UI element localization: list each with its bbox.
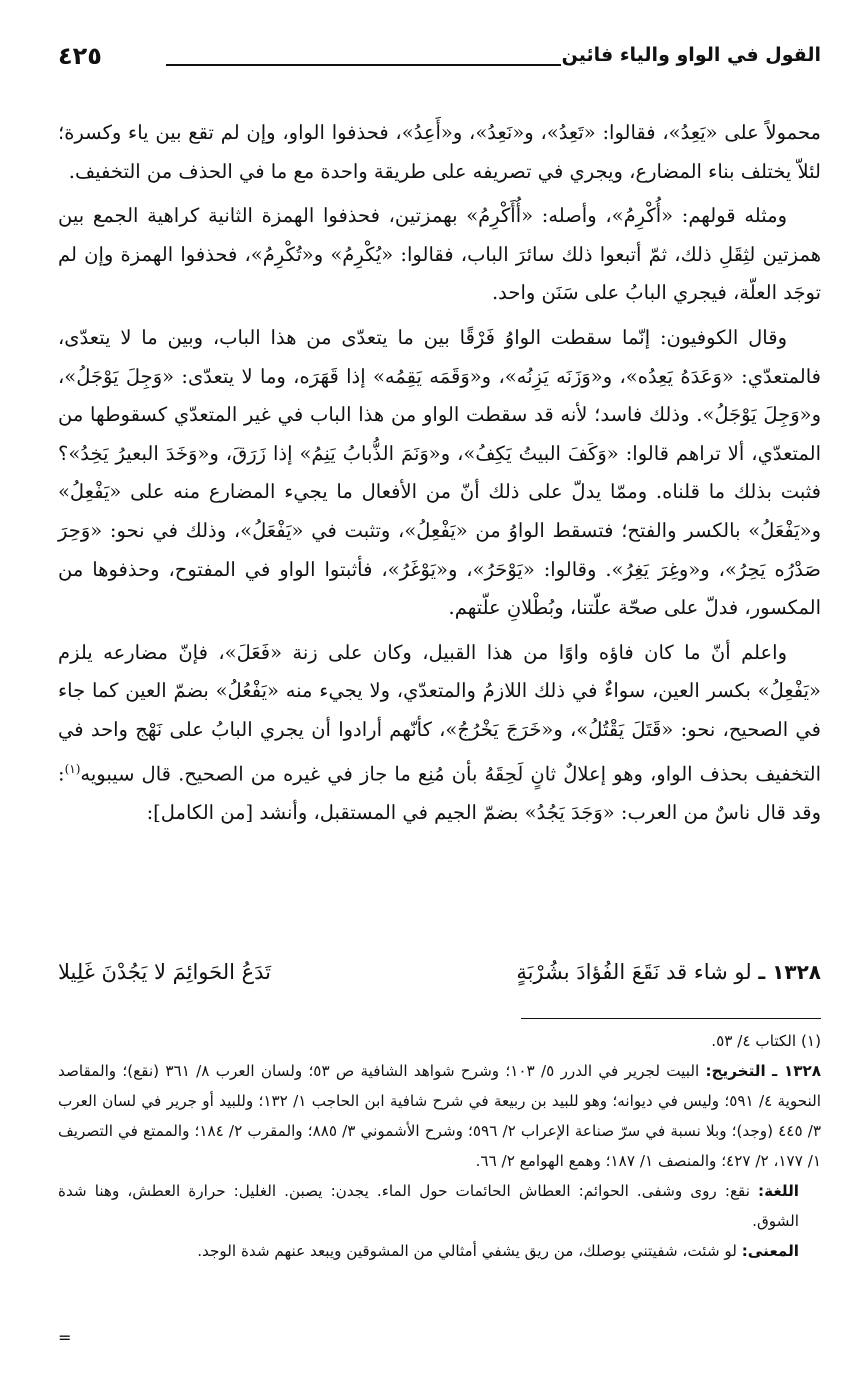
verse-number: ١٣٢٨ ـ (758, 960, 821, 984)
paragraph-4-end: : وقد قال ناسٌ من العرب: «وَجَدَ يَجُدُ» بضمّ الجيم في المستقبل، وأنشد [من الكامل]: (58, 762, 821, 824)
takhrij-label: التخريج: (705, 1062, 766, 1080)
footnote-lugha (58, 1176, 821, 1236)
takhrij-text: البيت لجرير في الدرر ٥/ ١٠٣؛ وشرح شواهد الشافية ص ٥٣؛ ولسان العرب ٨/ ٣٦١ (نقع)؛ والمقاصد النحوية ٤/ ٥٩١؛ وليس في ديوانه؛ وهو للبيد بن ربيعة في شرح شافية ابن الحاجب ١/ ١٣٢؛ وللبيد أو جرير في لسان العرب ٣/ ٤٤٥ (وجد)؛ وبلا نسبة في سرّ صناعة الإعراب ٢/ ٥٩٦؛ وشرح الأشموني ٣/ ٨٨٥؛ والمقرب ٢/ ١٨٤؛ والممتع في التصريف ١/ ١٧٧، ٢/ ٤٢٧؛ والمنصف ١/ ١٨٧؛ وهمع الهوامع ٢/ ٦٦. (58, 1062, 822, 1170)
paragraph-1-text: محمولاً على «يَعِدُ»، فقالوا: «تَعِدُ»، و«نَعِدُ»، و«أَعِدُ»، فحذفوا الواو، وإن لم تقع بين ياء وكسرة؛ لئلاّ يختلف بناء المضارع، ويجري في تصريفه على طريقة واحدة مع ما في الحذف من التخفيف. (58, 121, 821, 183)
continuation-mark: = (58, 1328, 72, 1347)
hemistich-1-text: لو شاء قد نَقَعَ الفُؤادَ بشُرْبَةٍ (516, 960, 752, 984)
takhrij-number: ١٣٢٨ ـ (772, 1062, 822, 1080)
page-header (58, 42, 821, 76)
paragraph-2-text: ومثله قولهم: «أُكْرِمُ»، وأصله: «أُأَكْرِمُ» بهمزتين، فحذفوا الهمزة الثانية كراهية الجمع بين همزتين لثِقَلِ ذلك، ثمّ أتبعوا ذلك سائرَ الباب، فقالوا: «يُكْرِمُ» و«تُكْرِمُ»، فحذفوا الهمزة وإن لم توجَد العلّة، فيجري البابُ على سَنَن واحد. (58, 204, 821, 305)
mana-text: لو شئت، شفيتني بوصلك، من ريق يشفي أمثالي من المشوقين ويبعد عنهم شدة الوجد. (197, 1242, 737, 1260)
running-title: القول في الواو والياء فائين (561, 44, 821, 66)
header-rule (166, 64, 561, 66)
page-number: ٤٢٥ (58, 42, 102, 70)
paragraph-2 (58, 197, 821, 313)
poetry-verse (58, 952, 821, 992)
mana-label: المعنى: (741, 1242, 799, 1260)
lugha-label: اللغة: (758, 1182, 799, 1200)
footnote-mana (58, 1236, 821, 1266)
footnotes (58, 1026, 821, 1266)
footnote-takhrij (58, 1056, 821, 1176)
paragraph-1 (58, 114, 821, 191)
footnote-1: (١) الكتاب ٤/ ٥٣. (711, 1032, 821, 1050)
main-text (58, 114, 821, 838)
paragraph-3 (58, 319, 821, 628)
paragraph-3-text: وقال الكوفيون: إنّما سقطت الواوُ فَرْقًا بين ما يتعدّى من هذا الباب، وبين ما لا يتعدّى، فالمتعدّي: «وَعَدَهُ يَعِدُه»، و«وَزَنَه يَزِنُه»، و«وَقَمَه يَقِمُه» إذا قَهَرَه، وما لا يتعدّى: «وَجِلَ يَوْجَلُ»، و«وَجِلَ يَوْجَلُ». وذلك فاسد؛ لأنه قد سقطت الواو من هذا الباب في غير المتعدّي كسقوطها من المتعدّي، ألا تراهم قالوا: «وَكَفَ البيتُ يَكِفُ»، و«وَنَمَ الذُّبابُ يَنِمُ» إذا زَرَقَ، و«وَخَدَ البعيرُ يَخِدُ»؟ فثبت بذلك ما قلناه. وممّا يدلّ على ذلك أنّ من الأفعال ما يجيء المضارع منه على «يَفْعِلُ» و«يَفْعَلُ» بالكسر والفتح؛ فتسقط الواوُ من «يَفْعِلُ»، وتثبت في «يَفْعَلُ»، وذلك في نحو: «وَحِرَ صَدْرُه يَحِرُ»، و«وغِرَ يَغِرُ». وقالوا: «يَوْحَرُ»، و«يَوْغَرُ»، فأثبتوا الواو في المفتوح، وحذفوها من المكسور، فدلّ على صحّة علّتنا، وبُطْلانِ علّتهم. (58, 325, 821, 620)
lugha-text: نقع: روى وشفى. الحوائم: العطاش الحائمات حول الماء. يجدن: يصبن. الغليل: حرارة العطش، وهنا شدة الشوق. (58, 1182, 799, 1230)
paragraph-4 (58, 634, 821, 832)
verse-second-hemistich: تَدَعُ الحَوائِمَ لا يَجُدْنَ غَلِيلا (58, 960, 272, 984)
footnote-ref-1: (١) (64, 761, 81, 776)
paragraph-4-text: واعلم أنّ ما كان فاؤه واوًا من هذا القبيل، وكان على زنة «فَعَلَ»، فإنّ مضارعه يلزم «يَفْعِلُ» بكسر العين، سواءٌ في ذلك اللازمُ والمتعدّي، ولا يجيء منه «يَفْعُلُ» بضمّ العين كما جاء في الصحيح، نحو: «قَتَلَ يَقْتُلُ»، و«خَرَجَ يَخْرُجُ»، كأنّهم أرادوا أن يجري البابُ على نَهْج واحد في التخفيف بحذف الواو، وهو إعلالٌ ثانٍ لَحِقَهُ بأن مُنِع ما جاز في غيره من الصحيح. قال سيبويه (58, 640, 821, 785)
verse-first-hemistich (516, 952, 821, 992)
footnote-separator (521, 1018, 821, 1019)
